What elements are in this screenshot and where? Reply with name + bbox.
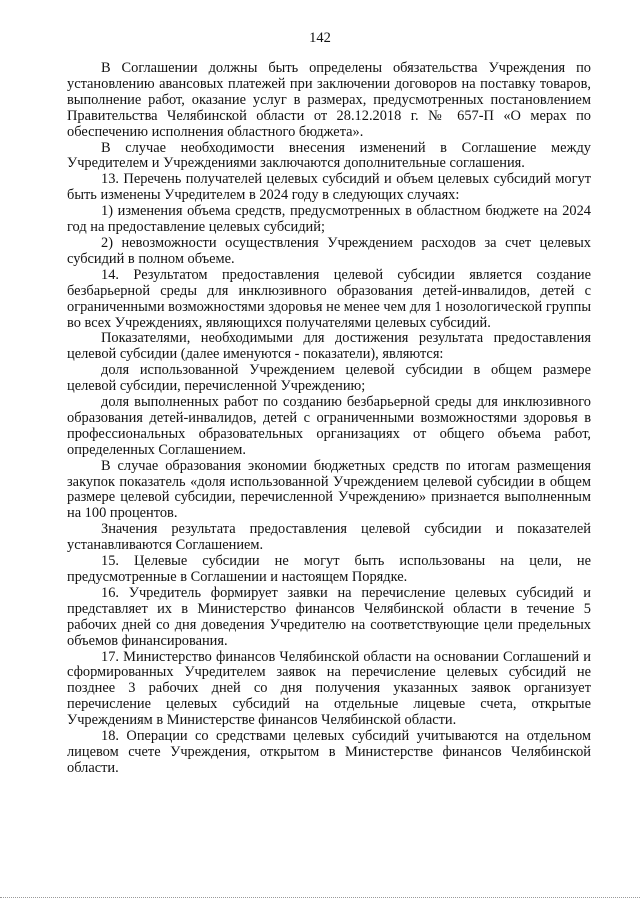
paragraph-values: Значения результата предоставления целевой субсидии и показателей устанавливаются Соглашением. xyxy=(67,521,591,554)
paragraph-additional-agreements: В случае необходимости внесения изменений в Соглашение между Учредителем и Учреждениями заключаются дополнительные соглашения. xyxy=(67,139,591,172)
paragraph-16: 16. Учредитель формирует заявки на перечисление целевых субсидий и представляет их в Министерство финансов Челябинской области в течение 5 рабочих дней со дня доведения Учредителю на соответствующие цели предельных объемов финансирования. xyxy=(67,584,591,649)
scan-bottom-edge xyxy=(0,897,640,899)
paragraph-indicator-2: доля выполненных работ по созданию безбарьерной среды для инклюзивного образования детей-инвалидов, детей с ограниченными возможностями здоровья в профессиональных образовательных организациях от общего объема работ, определенных Соглашением. xyxy=(67,394,591,458)
paragraph-agreement-obligations: В Соглашении должны быть определены обязательства Учреждения по установлению авансовых платежей при заключении договоров на поставку товаров, выполнение работ, оказание услуг в размерах, предусмотренных постановлением Правительства Челябинской области от 28.12.2018 г. № 657-П «О мерах по обеспечению исполнения областного бюджета». xyxy=(67,60,591,140)
paragraph-savings: В случае образования экономии бюджетных средств по итогам размещения закупок показатель «доля использованной Учреждением целевой субсидии в общем размере целевой субсидии, перечисленной Учреждению» признается выполненным на 100 процентов. xyxy=(67,457,591,522)
paragraph-15: 15. Целевые субсидии не могут быть использованы на цели, не предусмотренные в Соглашении и настоящем Порядке. xyxy=(67,553,591,585)
paragraph-13-item-2: 2) невозможности осуществления Учреждением расходов за счет целевых субсидий в полном объеме. xyxy=(67,234,591,267)
paragraph-13: 13. Перечень получателей целевых субсидий и объем целевых субсидий могут быть изменены Учредителем в 2024 году в следующих случаях: xyxy=(67,171,591,204)
paragraph-14: 14. Результатом предоставления целевой субсидии является создание безбарьерной среды для инклюзивного образования детей-инвалидов, детей с ограниченными возможностями здоровья не менее чем для 1 нозологической группы во всех Учреждениях, являющихся получателями целевых субсидий. xyxy=(67,266,591,331)
paragraph-13-item-1: 1) изменения объема средств, предусмотренных в областном бюджете на 2024 год на предоставление целевых субсидий; xyxy=(67,203,591,236)
paragraph-indicator-1: доля использованной Учреждением целевой субсидии в общем размере целевой субсидии, перечисленной Учреждению; xyxy=(67,362,591,395)
paragraph-18: 18. Операции со средствами целевых субсидий учитываются на отдельном лицевом счете Учреждения, открытом в Министерстве финансов Челябинской области. xyxy=(67,728,591,776)
body-text xyxy=(67,61,591,777)
page-number: 142 xyxy=(309,30,331,46)
paragraph-17: 17. Министерство финансов Челябинской области на основании Соглашений и сформированных Учредителем заявок на перечисление целевых субсидий не позднее 3 рабочих дней со дня получения указанных заявок организует перечисление целевых субсидий на отдельные лицевые счета, открытые Учреждениям в Министерстве финансов Челябинской области. xyxy=(67,648,591,729)
paragraph-indicators: Показателями, необходимыми для достижения результата предоставления целевой субсидии (далее именуются - показатели), являются: xyxy=(67,330,591,363)
